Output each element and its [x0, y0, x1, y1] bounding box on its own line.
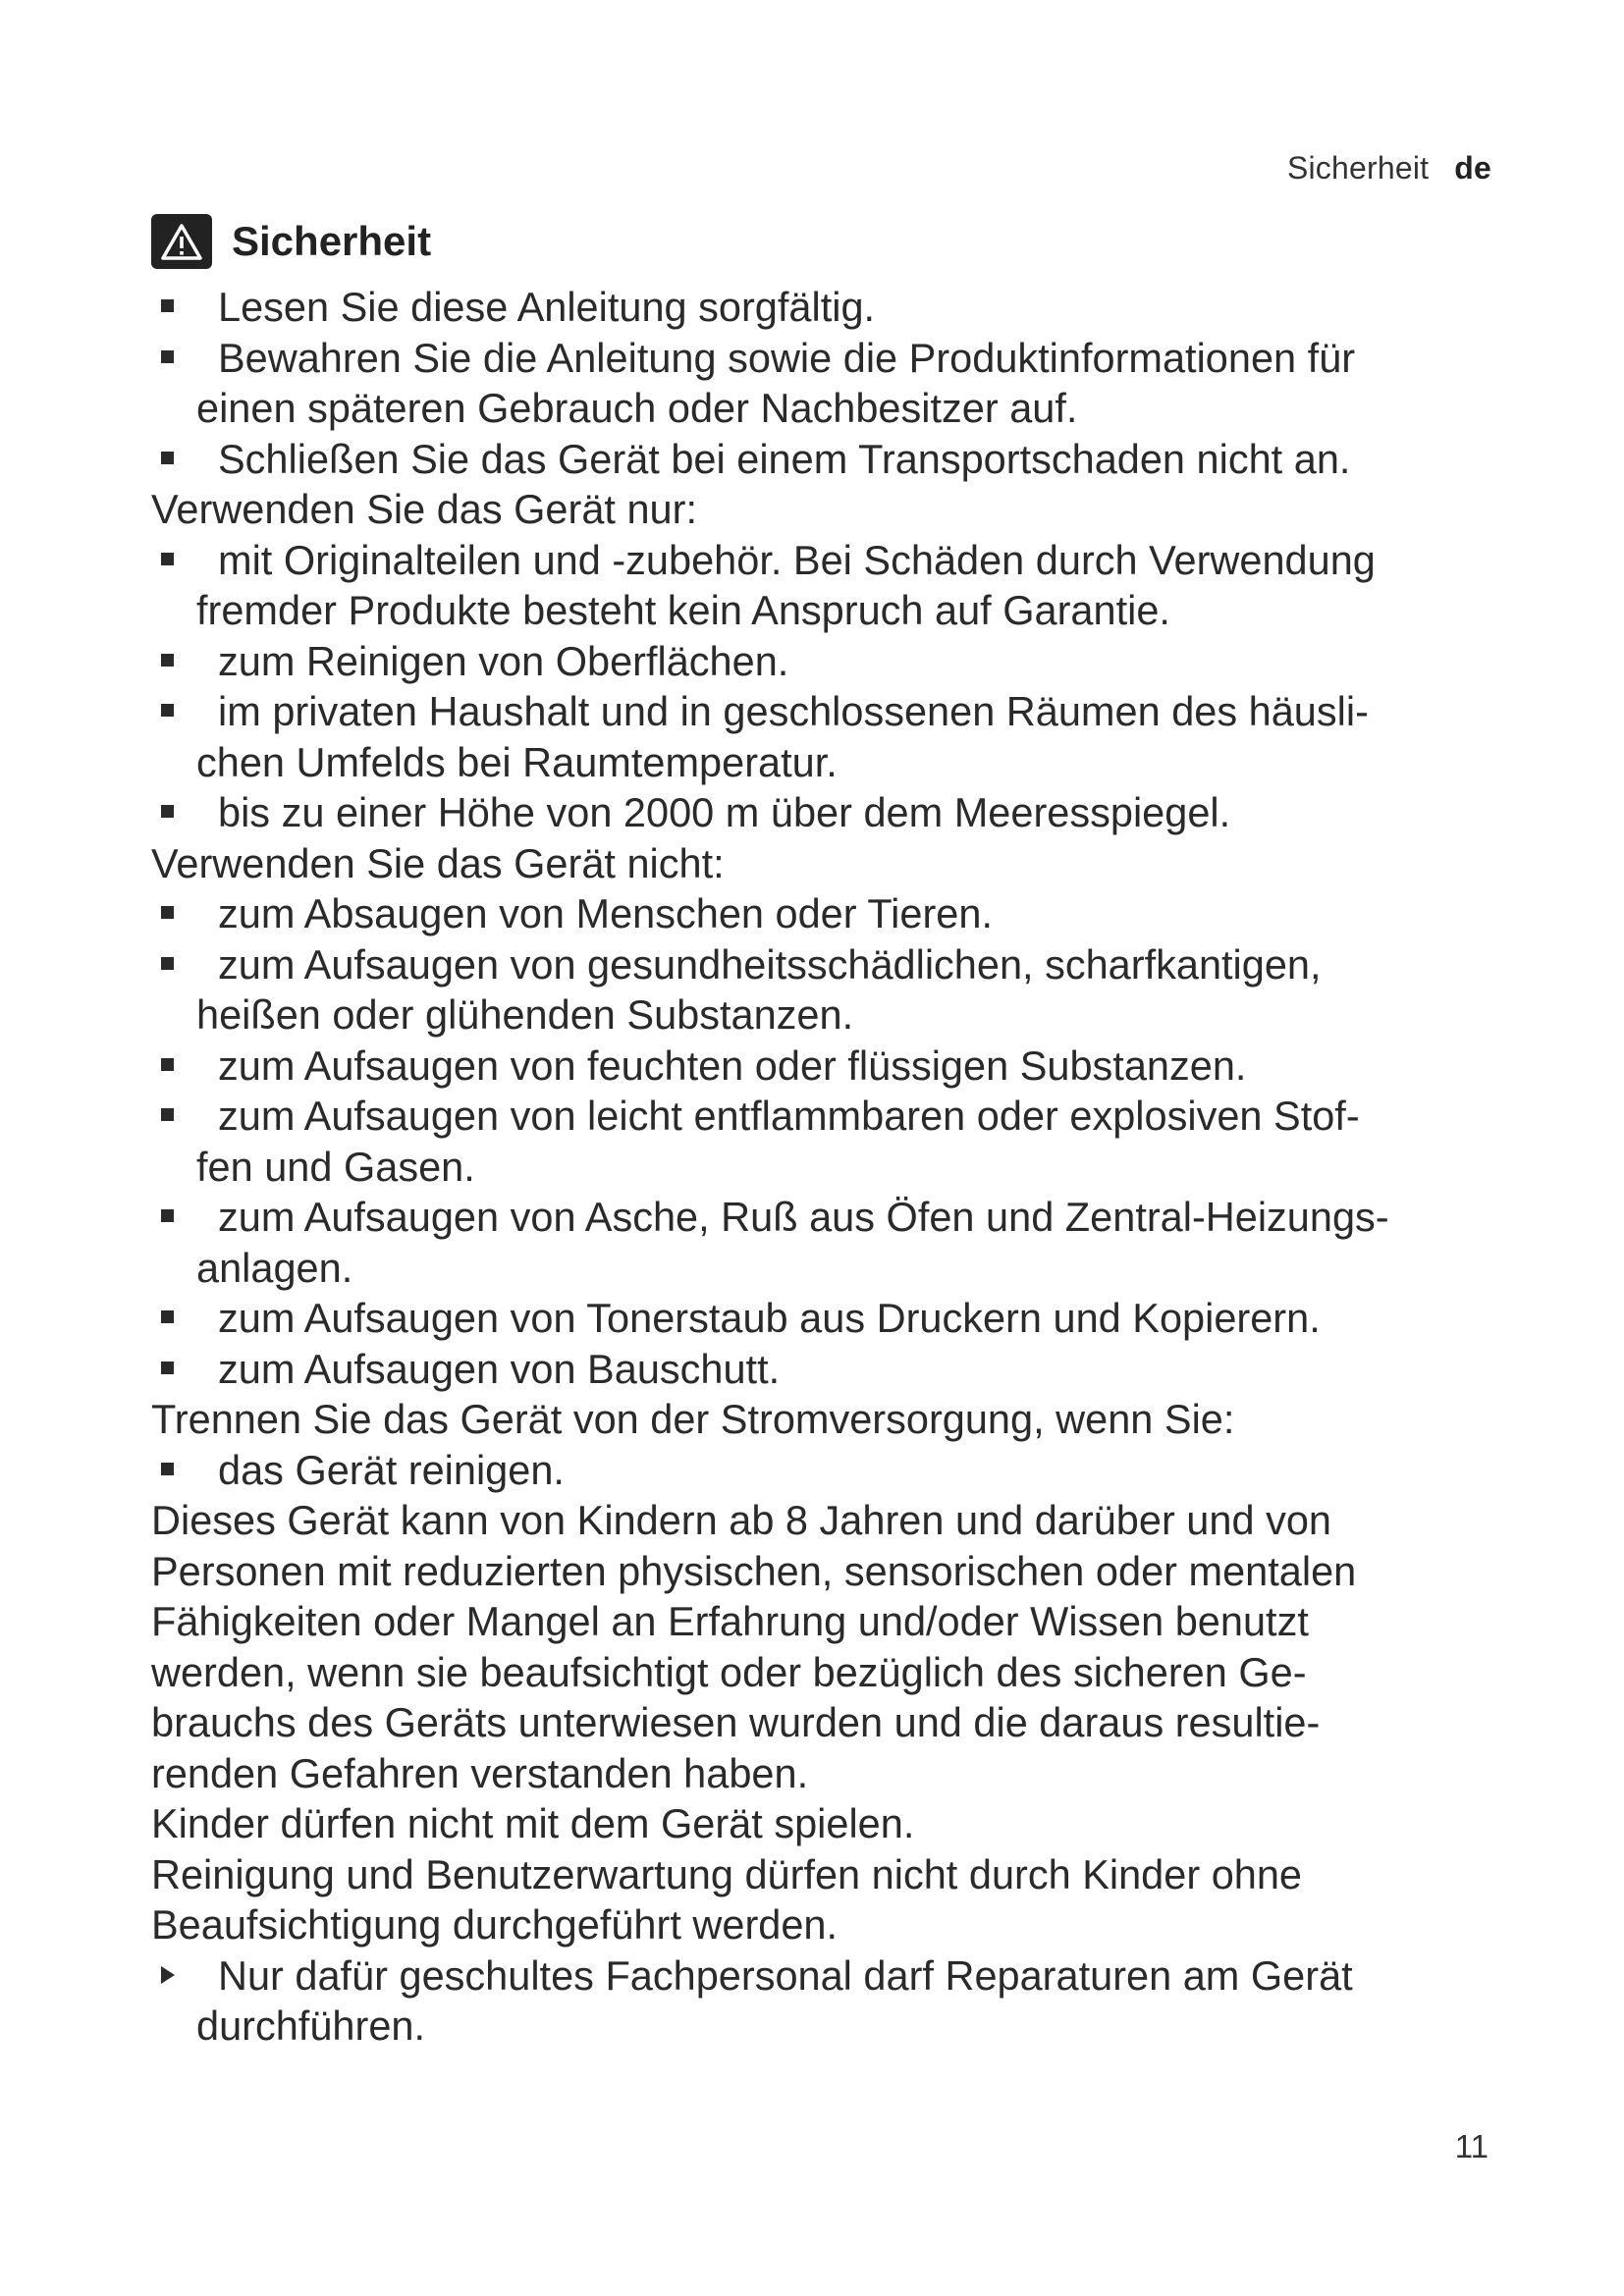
page-number: 11 — [1454, 2128, 1489, 2164]
list-item — [151, 939, 1526, 1041]
square-bullet-icon — [161, 1310, 174, 1323]
list-item-text: zum Absaugen von Menschen oder Tieren. — [218, 890, 993, 936]
list-item-text: zum Reinigen von Oberflächen. — [218, 637, 789, 684]
square-bullet-icon — [161, 957, 174, 970]
square-bullet-icon — [161, 299, 174, 312]
list-item — [151, 434, 1526, 485]
list-item-text: fremder Produkte besteht kein Anspruch auf Garantie. — [196, 587, 1170, 633]
square-bullet-icon — [161, 350, 174, 363]
list-item-text: zum Aufsaugen von feuchten oder flüssigen Substanzen. — [218, 1041, 1247, 1089]
action-step — [151, 1950, 1526, 2052]
list-item — [151, 282, 1526, 333]
running-header-section: Sicherheit — [1286, 150, 1430, 186]
square-bullet-icon — [161, 1209, 174, 1222]
text-line: Verwenden Sie das Gerät nur: — [151, 486, 697, 532]
list-item — [151, 1091, 1526, 1192]
text-line: Verwenden Sie das Gerät nicht: — [151, 839, 725, 886]
square-bullet-icon — [161, 1058, 174, 1071]
list-item-text: zum Aufsaugen von Bauschutt. — [218, 1345, 781, 1392]
list-item — [151, 1344, 1526, 1395]
text-line: Beaufsichtigung durchgeführt werden. — [151, 1901, 839, 1948]
square-bullet-icon — [161, 1362, 174, 1374]
list-item-text: einen späteren Gebrauch oder Nachbesitzer auf. — [196, 385, 1078, 431]
square-bullet-icon — [161, 906, 174, 919]
text-line: Fähigkeiten oder Mangel an Erfahrung und/oder Wissen benutzt — [151, 1598, 1309, 1644]
warning-triangle-icon — [151, 214, 212, 269]
list-item — [151, 1041, 1526, 1092]
list-item-text: Bewahren Sie die Anleitung sowie die Produktinformationen für — [218, 334, 1356, 381]
square-bullet-icon — [161, 553, 174, 565]
page-title: Sicherheit — [232, 218, 432, 264]
text-line: renden Gefahren verstanden haben. — [151, 1749, 809, 1796]
list-item — [151, 535, 1526, 636]
list-item-text: das Gerät reinigen. — [218, 1446, 565, 1493]
list-item-text: chen Umfelds bei Raumtemperatur. — [196, 738, 838, 785]
list-item-text: Nur dafür geschultes Fachpersonal darf Reparaturen am Gerät — [218, 1951, 1353, 1999]
list-item — [151, 636, 1526, 687]
paragraph — [151, 484, 1526, 535]
list-item-text: fen und Gasen. — [196, 1143, 475, 1190]
list-item — [151, 1293, 1526, 1344]
list-item-text: anlagen. — [196, 1244, 353, 1291]
section-title-row — [151, 214, 431, 269]
list-item-text: im privaten Haushalt und in geschlossenen Räumen des häusli- — [218, 688, 1369, 734]
list-item — [151, 1445, 1526, 1496]
list-item — [151, 686, 1526, 787]
text-line: Personen mit reduzierten physischen, sensorischen oder mentalen — [151, 1547, 1357, 1594]
text-line: Kinder dürfen nicht mit dem Gerät spielen. — [151, 1800, 915, 1846]
paragraph — [151, 838, 1526, 889]
triangle-bullet-icon — [161, 1966, 175, 1984]
list-item — [151, 787, 1526, 838]
text-line: Trennen Sie das Gerät von der Stromversorgung, wenn Sie: — [151, 1396, 1235, 1442]
square-bullet-icon — [161, 805, 174, 818]
text-line: werden, wenn sie beaufsichtigt oder bezüglich des sicheren Ge- — [151, 1648, 1307, 1695]
list-item-text: Lesen Sie diese Anleitung sorgfältig. — [218, 284, 876, 330]
list-item-text: Schließen Sie das Gerät bei einem Transportschaden nicht an. — [218, 435, 1351, 482]
text-line: Dieses Gerät kann von Kindern ab 8 Jahren und darüber und von — [151, 1497, 1331, 1543]
list-item — [151, 1192, 1526, 1293]
running-header — [1287, 150, 1491, 187]
list-item-text: zum Aufsaugen von leicht entflammbaren oder explosiven Stof- — [218, 1093, 1360, 1139]
list-item-text: durchführen. — [196, 2002, 426, 2049]
list-item — [151, 333, 1526, 434]
list-item-text: mit Originalteilen und -zubehör. Bei Schäden durch Verwendung — [218, 536, 1376, 583]
text-line: brauchs des Geräts unterwiesen wurden und die daraus resultie- — [151, 1699, 1321, 1745]
list-item-text: zum Aufsaugen von Tonerstaub aus Druckern und Kopierern. — [218, 1295, 1321, 1341]
paragraph — [151, 1798, 1526, 1849]
language-code: de — [1454, 150, 1491, 186]
paragraph — [151, 1394, 1526, 1445]
list-item-text: bis zu einer Höhe von 2000 m über dem Meeresspiegel. — [218, 789, 1231, 835]
square-bullet-icon — [161, 654, 174, 667]
square-bullet-icon — [161, 1108, 174, 1121]
list-item-text: zum Aufsaugen von Asche, Ruß aus Öfen und Zentral-Heizungs- — [218, 1194, 1389, 1240]
text-line: Reinigung und Benutzerwartung dürfen nicht durch Kinder ohne — [151, 1850, 1303, 1897]
paragraph — [151, 1495, 1526, 1798]
paragraph — [151, 1849, 1526, 1950]
square-bullet-icon — [161, 704, 174, 717]
list-item-text: zum Aufsaugen von gesundheitsschädlichen, scharfkantigen, — [218, 940, 1322, 988]
square-bullet-icon — [161, 452, 174, 464]
safety-content — [151, 282, 1526, 2052]
list-item-text: heißen oder glühenden Substanzen. — [196, 991, 854, 1038]
square-bullet-icon — [161, 1463, 174, 1475]
list-item — [151, 888, 1526, 939]
